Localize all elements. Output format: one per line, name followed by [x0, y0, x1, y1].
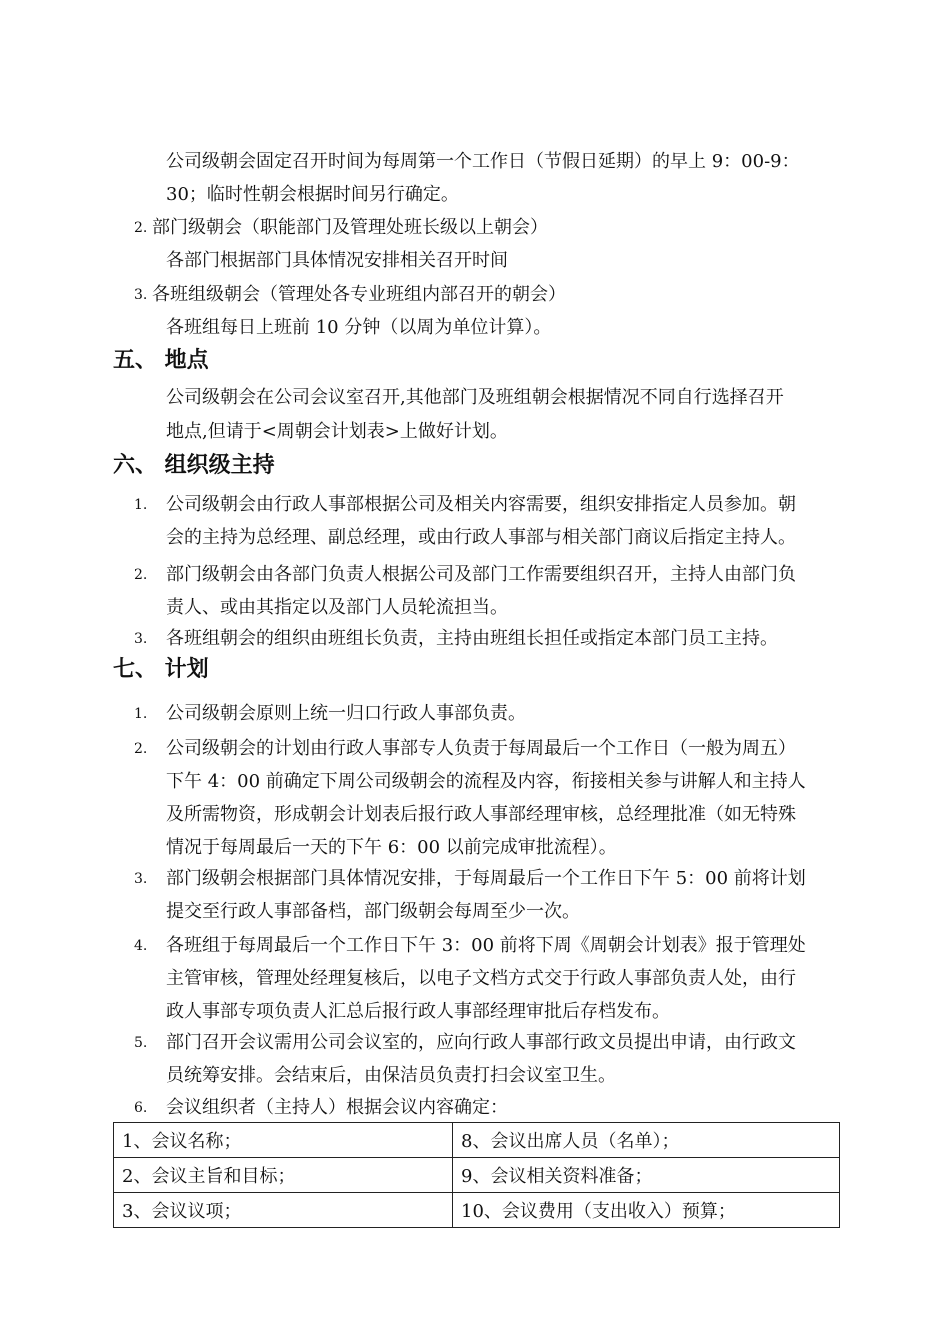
team-meeting-body: 各班组每日上班前 10 分钟（以周为单位计算）。: [166, 317, 552, 338]
section-heading-organization: 六、 组织级主持: [113, 453, 275, 478]
text-line: 各班组于每周最后一个工作日下午 3：00 前将下周《周朝会计划表》报于管理处: [166, 935, 806, 956]
table-cell: 8、会议出席人员（名单）；: [453, 1123, 840, 1158]
list-number: 3.: [134, 287, 148, 303]
list-number: 6.: [134, 1100, 148, 1116]
list-item-text: [166, 1026, 796, 1092]
text-line: 部门召开会议需用公司会议室的，应向行政人事部行政文员提出申请，由行政文: [166, 1032, 796, 1053]
text-line: 会议组织者（主持人）根据会议内容确定：: [166, 1097, 508, 1118]
list-item-text: [166, 862, 806, 928]
team-meeting-title: 各班组级朝会（管理处各专业班组内部召开的朝会）: [152, 284, 566, 305]
list-number: 3.: [134, 871, 148, 887]
section-heading-location: 五、 地点: [113, 348, 209, 373]
list-number: 2.: [134, 741, 148, 757]
table-cell: 9、会议相关资料准备；: [453, 1158, 840, 1193]
text-line: 员统筹安排。会结束后，由保洁员负责打扫会议室卫生。: [166, 1065, 616, 1086]
list-number: 5.: [134, 1035, 148, 1051]
text-line: 政人事部专项负责人汇总后报行政人事部经理审批后存档发布。: [166, 1001, 670, 1022]
department-meeting-title: 部门级朝会（职能部门及管理处班长级以上朝会）: [152, 217, 548, 238]
text-line: 公司级朝会原则上统一归口行政人事部负责。: [166, 703, 526, 724]
text-line: 公司级朝会由行政人事部根据公司及相关内容需要，组织安排指定人员参加。朝: [166, 494, 796, 515]
list-item-text: [166, 558, 796, 624]
table-cell: 10、会议费用（支出收入）预算；: [453, 1193, 840, 1228]
text-line: 部门级朝会由各部门负责人根据公司及部门工作需要组织召开，主持人由部门负: [166, 564, 796, 585]
list-item-text: [166, 488, 796, 554]
company-meeting-time-line-2: 30；临时性朝会根据时间另行确定。: [166, 184, 459, 205]
table-row: [114, 1123, 840, 1158]
list-number: 1.: [134, 497, 148, 513]
table-row: [114, 1193, 840, 1228]
text-line: 责人、或由其指定以及部门人员轮流担当。: [166, 597, 508, 618]
company-meeting-time-line-1: 公司级朝会固定召开时间为每周第一个工作日（节假日延期）的早上 9：00-9：: [166, 151, 800, 172]
list-item-text: [166, 929, 806, 1028]
table-row: [114, 1158, 840, 1193]
text-line: 各班组朝会的组织由班组长负责，主持由班组长担任或指定本部门员工主持。: [166, 628, 778, 649]
list-number: 3.: [134, 631, 148, 647]
list-item-text: [166, 1091, 508, 1124]
text-line: 部门级朝会根据部门具体情况安排，于每周最后一个工作日下午 5：00 前将计划: [166, 868, 806, 889]
list-number: 1.: [134, 706, 148, 722]
text-line: 及所需物资，形成朝会计划表后报行政人事部经理审核，总经理批准（如无特殊: [166, 804, 796, 825]
list-item-text: [166, 697, 526, 730]
list-item-text: [166, 732, 806, 864]
text-line: 提交至行政人事部备档，部门级朝会每周至少一次。: [166, 901, 580, 922]
list-number: 2.: [134, 567, 148, 583]
section-heading-plan: 七、 计划: [113, 657, 209, 682]
list-number: 4.: [134, 938, 148, 954]
text-line: 会的主持为总经理、副总经理，或由行政人事部与相关部门商议后指定主持人。: [166, 527, 796, 548]
table-cell: 1、会议名称；: [114, 1123, 453, 1158]
text-line: 情况于每周最后一天的下午 6：00 以前完成审批流程）。: [166, 837, 617, 858]
text-line: 主管审核，管理处经理复核后，以电子文档方式交于行政人事部负责人处，由行: [166, 968, 796, 989]
location-line-2: 地点,但请于<周朝会计划表>上做好计划。: [166, 421, 508, 442]
list-item-text: [166, 622, 778, 655]
table-cell: 2、会议主旨和目标；: [114, 1158, 453, 1193]
department-meeting-body: 各部门根据部门具体情况安排相关召开时间: [166, 250, 508, 271]
location-line-1: 公司级朝会在公司会议室召开,其他部门及班组朝会根据情况不同自行选择召开: [166, 387, 784, 408]
meeting-requirements-table: [113, 1122, 840, 1228]
text-line: 下午 4：00 前确定下周公司级朝会的流程及内容，衔接相关参与讲解人和主持人: [166, 771, 806, 792]
list-number: 2.: [134, 220, 148, 236]
text-line: 公司级朝会的计划由行政人事部专人负责于每周最后一个工作日（一般为周五）: [166, 738, 796, 759]
table-cell: 3、会议议项；: [114, 1193, 453, 1228]
